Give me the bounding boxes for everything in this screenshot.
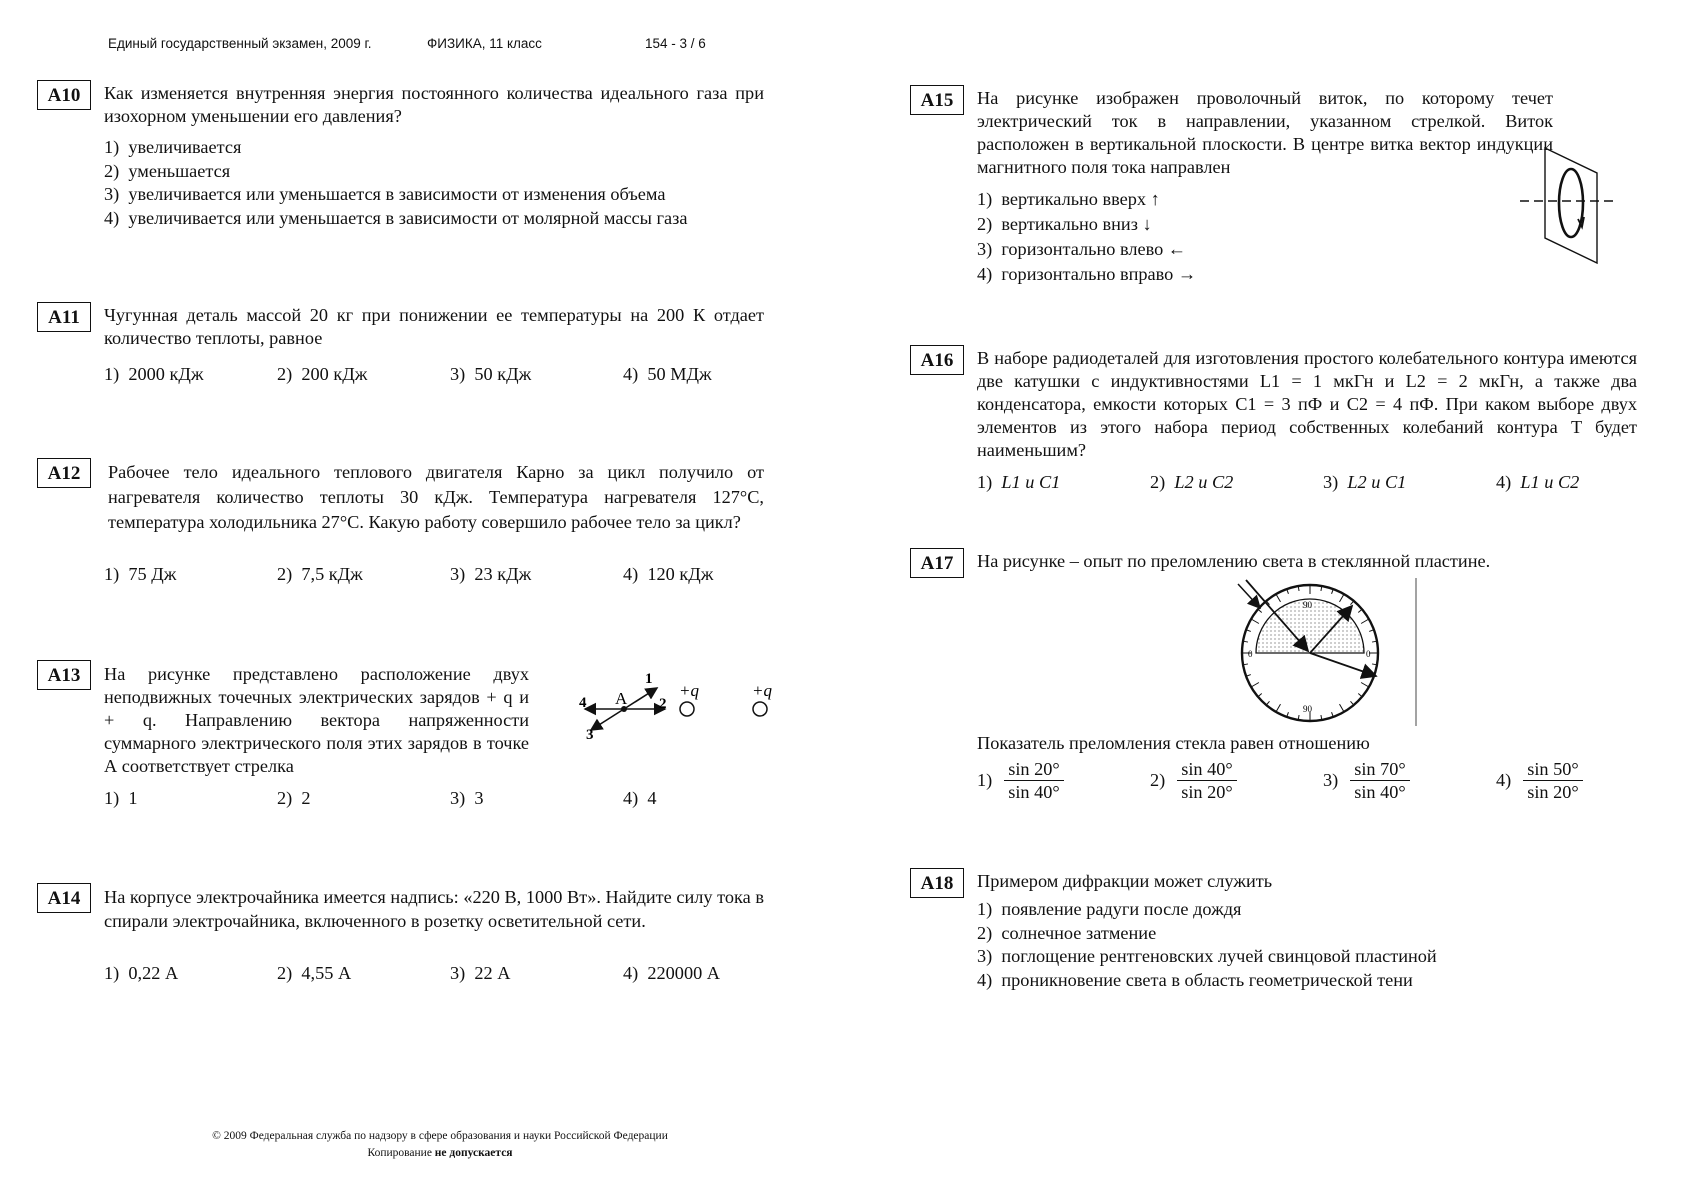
charge-1 — [680, 702, 694, 716]
task-label: A16 — [910, 345, 964, 375]
option: 3) увеличивается или уменьшается в зависимости от изменения объема — [104, 184, 666, 204]
incident-ray-2 — [1238, 584, 1260, 608]
question-text: На рисунке изображен проволочный виток, по которому течет электрический ток в направлении, указанном стрелкой. Виток расположен в вертикальной плоскости. В центре витка вектор индукции магнитного поля тока направлен — [977, 88, 1553, 177]
option: 4) горизонтально вправо → — [977, 264, 1197, 284]
option: 2) уменьшается — [104, 160, 231, 181]
dial-tick — [1251, 683, 1259, 688]
option: 3) 22 А — [450, 963, 511, 983]
scale-label-left: 0 — [1248, 649, 1253, 659]
footer-copying: Копирование не допускается — [367, 1147, 513, 1159]
dial-tick — [1350, 701, 1353, 705]
arrow-label-2: 2 — [659, 696, 667, 712]
task-label: A14 — [37, 883, 91, 913]
question-text: В наборе радиодеталей для изготовления простого колебательного контура имеются две катушки с индуктивностями L1 = 1 мкГн и L2 = 2 мкГн, а также два конденсатора, емкости которых C1 = 3 пФ и C2 = 4 пФ. При каком выборе двух элементов из этого набора период собственных колебаний контура T будет наименьшим? — [977, 348, 1637, 460]
task-label: A12 — [37, 458, 91, 488]
wire-loop-figure — [1515, 143, 1625, 268]
arrow-label-3: 3 — [586, 727, 594, 740]
option: 2) 2 — [277, 788, 311, 808]
option: 2) L2 и C2 — [1150, 472, 1234, 492]
option: 3) 50 кДж — [450, 364, 532, 384]
question-text: Чугунная деталь массой 20 кг при понижении ее температуры на 200 К отдает количество теплоты, равное — [104, 305, 764, 348]
task-label: A13 — [37, 660, 91, 690]
header-page: 154 - 3 / 6 — [645, 36, 706, 51]
dial-tick — [1358, 693, 1362, 696]
option: 3) горизонтально влево ← — [977, 239, 1187, 259]
option: 3) 23 кДж — [450, 564, 532, 584]
task-label: A15 — [910, 85, 964, 115]
dial-tick — [1276, 704, 1281, 712]
option: 1) появление радуги после дождя — [977, 899, 1242, 919]
option: 1) $\frac{\sin 20^\circ}{\sin 40^\circ}$ — [977, 758, 1064, 803]
header-exam: Единый государственный экзамен, 2009 г. — [108, 36, 372, 51]
options-list — [977, 187, 1196, 287]
option: 1) вертикально вверх ↑ — [977, 189, 1160, 209]
option: 1) L1 и C1 — [977, 472, 1061, 492]
task-label: A17 — [910, 548, 964, 578]
option: 3) поглощение рентгеновских лучей свинцовой пластиной — [977, 946, 1437, 966]
dial-tick — [1361, 683, 1369, 688]
footer-copying-bold: не допускается — [434, 1147, 513, 1159]
option: 4) увеличивается или уменьшается в зависимости от молярной массы газа — [104, 207, 688, 228]
dial-tick — [1350, 601, 1353, 605]
option: 4) 120 кДж — [623, 564, 714, 584]
dial-tick — [1358, 609, 1362, 612]
option: 4) $\frac{\sin 50^\circ}{\sin 20^\circ}$ — [1496, 758, 1583, 803]
question-text: На корпусе электрочайника имеется надпись: «220 В, 1000 Вт». Найдите силу тока в спирали электрочайника, включенного в розетку осветительной сети. — [104, 887, 764, 931]
arrow-label-4: 4 — [579, 695, 587, 711]
option: 2) вертикально вниз ↓ — [977, 214, 1152, 234]
option: 1) 0,22 А — [104, 963, 179, 983]
question-text: Рабочее тело идеального теплового двигателя Карно за цикл получило от нагревателя количество теплоты 30 кДж. Температура нагревателя 127°С, температура холодильника 27°С. Какую работу совершило рабочее тело за цикл? — [108, 462, 764, 532]
scale-label-right: 0 — [1366, 649, 1371, 659]
task-label: A18 — [910, 868, 964, 898]
charge-1-label: +q — [679, 681, 699, 700]
option: 3) L2 и C1 — [1323, 472, 1407, 492]
header-subject: ФИЗИКА, 11 класс — [427, 36, 542, 51]
scale-label-top: 90 — [1303, 600, 1312, 610]
option: 4) 4 — [623, 788, 657, 808]
task-label: A11 — [37, 302, 91, 332]
option: 1) 2000 кДж — [104, 364, 204, 384]
options-list — [977, 898, 1437, 992]
wire-loop — [1559, 169, 1583, 237]
dial-tick — [1361, 619, 1369, 624]
option: 1) 1 — [104, 788, 138, 808]
dial-tick — [1340, 594, 1345, 602]
option: 4) L1 и C2 — [1496, 472, 1580, 492]
option: 2) 200 кДж — [277, 364, 368, 384]
dial-tick — [1251, 619, 1259, 624]
option: 2) солнечное затмение — [977, 922, 1157, 943]
options-list — [104, 136, 784, 230]
question-text: Примером дифракции может служить — [977, 871, 1273, 891]
option: 4) 220000 А — [623, 963, 720, 983]
arrow-label-1: 1 — [645, 671, 653, 687]
refraction-figure — [1190, 578, 1430, 728]
charges-figure — [537, 660, 797, 740]
option: 1) увеличивается — [104, 137, 242, 157]
question-text-2: Показатель преломления стекла равен отношению — [977, 733, 1370, 753]
vertical-plane — [1545, 148, 1597, 263]
footer-copyright: © 2009 Федеральная служба по надзору в сфере образования и науки Российской Федерации — [212, 1130, 668, 1142]
option: 2) 4,55 А — [277, 963, 352, 983]
question-text: На рисунке представлено расположение двух неподвижных точечных электрических зарядов + q и + q. Направлению вектора напряженности суммарного электрического поля этих зарядов в точке А соответствует стрелка — [104, 664, 529, 776]
charge-2 — [753, 702, 767, 716]
dial-tick — [1276, 594, 1281, 602]
dial-tick — [1258, 609, 1262, 612]
option: 3) $\frac{\sin 70^\circ}{\sin 40^\circ}$ — [1323, 758, 1410, 803]
charge-2-label: +q — [752, 681, 772, 700]
option: 1) 75 Дж — [104, 564, 177, 584]
scale-label-bottom: 90 — [1303, 704, 1312, 714]
task-label: A10 — [37, 80, 91, 110]
option: 4) 50 МДж — [623, 364, 712, 384]
dial-tick — [1340, 704, 1345, 712]
question-text: На рисунке – опыт по преломлению света в стеклянной пластине. — [977, 551, 1491, 571]
option: 2) $\frac{\sin 40^\circ}{\sin 20^\circ}$ — [1150, 758, 1237, 803]
option: 4) проникновение света в область геометрической тени — [977, 969, 1413, 990]
question-text: Как изменяется внутренняя энергия постоянного количества идеального газа при изохорном уменьшении его давления? — [104, 83, 764, 126]
dial-tick — [1258, 693, 1262, 696]
option: 2) 7,5 кДж — [277, 564, 363, 584]
option: 3) 3 — [450, 788, 484, 808]
point-a-label: A — [615, 689, 628, 708]
dial-tick — [1266, 701, 1269, 705]
